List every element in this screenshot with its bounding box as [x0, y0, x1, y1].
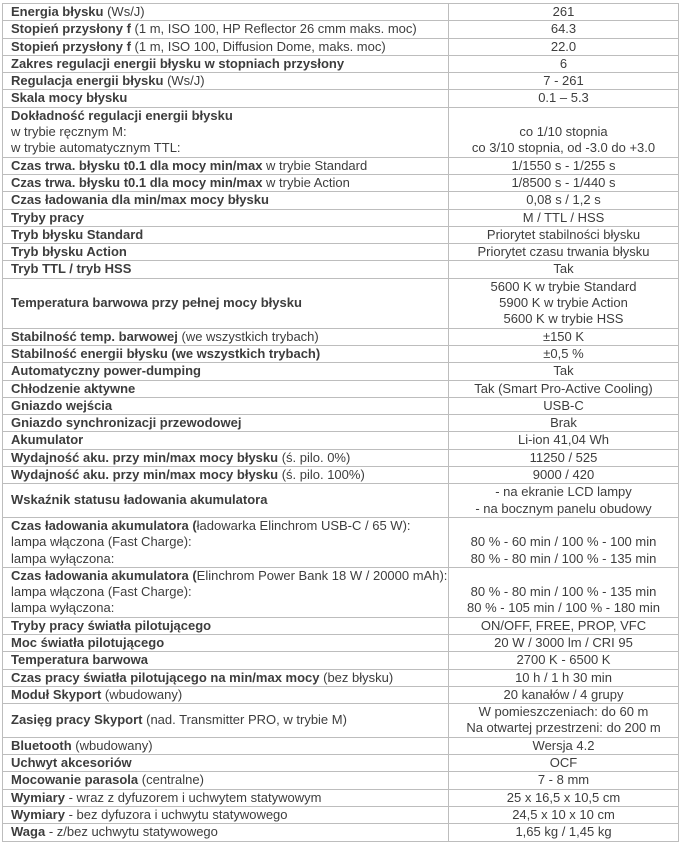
spec-value: [449, 806, 679, 823]
spec-label-line: Czas ładowania dla min/max mocy błysku: [11, 192, 269, 208]
spec-value-line: 5900 K w trybie Action: [499, 295, 628, 311]
spec-label-line: Tryby pracy światła pilotującego: [11, 617, 212, 633]
spec-label-line: Regulacja energii błysku (Ws/J): [11, 73, 205, 89]
spec-label: [3, 789, 449, 806]
spec-row: [3, 244, 679, 261]
spec-value: [449, 824, 679, 841]
spec-value-line: 10 h / 1 h 30 min: [515, 669, 612, 685]
spec-label: [3, 278, 449, 328]
spec-label-line: Wskaźnik statusu ładowania akumulatora: [11, 492, 268, 508]
spec-row: [3, 772, 679, 789]
spec-value: [449, 789, 679, 806]
spec-row: [3, 261, 679, 278]
spec-value: [449, 449, 679, 466]
spec-label-line: Czas trwa. błysku t0.1 dla mocy min/max w trybie Action: [11, 174, 350, 190]
spec-label: [3, 380, 449, 397]
spec-value-line: 5600 K w trybie HSS: [503, 311, 624, 327]
spec-value-line: 7 - 8 mm: [537, 772, 590, 788]
spec-value-line: 1/1550 s - 1/255 s: [511, 157, 616, 173]
spec-label: [3, 484, 449, 518]
spec-row: [3, 328, 679, 345]
spec-value: [449, 192, 679, 209]
spec-value-line: Tak (Smart Pro-Active Cooling): [474, 380, 653, 396]
spec-row: [3, 567, 679, 617]
spec-label: [3, 567, 449, 617]
spec-label-line: Temperatura barwowa: [11, 652, 149, 668]
spec-value: [449, 415, 679, 432]
spec-value: [449, 209, 679, 226]
spec-label-line: Tryb TTL / tryb HSS: [11, 261, 132, 277]
spec-value: [449, 261, 679, 278]
spec-value: [449, 517, 679, 567]
spec-label: [3, 652, 449, 669]
spec-value-line: 1,65 kg / 1,45 kg: [515, 824, 612, 840]
spec-label-line: Stopień przysłony f (1 m, ISO 100, HP Reflector 26 cmm maks. moc): [11, 21, 417, 37]
spec-label: [3, 363, 449, 380]
spec-value-line: 7 - 261: [543, 73, 584, 89]
spec-value-line: Tak: [553, 261, 574, 277]
spec-value: [449, 107, 679, 157]
spec-table: [2, 3, 679, 842]
spec-label-line: Wymiary - wraz z dyfuzorem i uchwytem statywowym: [11, 789, 322, 805]
spec-value: [449, 21, 679, 38]
spec-value: [449, 704, 679, 738]
spec-row: [3, 38, 679, 55]
spec-label: [3, 21, 449, 38]
spec-value-line: 5600 K w trybie Standard: [490, 278, 637, 294]
spec-label: [3, 157, 449, 174]
spec-value: [449, 380, 679, 397]
spec-value-line: Wersja 4.2: [532, 737, 595, 753]
spec-value: [449, 772, 679, 789]
spec-value-line: 80 % - 80 min / 100 % - 135 min: [470, 550, 657, 566]
spec-label-line: Energia błysku (Ws/J): [11, 4, 145, 19]
spec-value: [449, 755, 679, 772]
spec-label: [3, 617, 449, 634]
spec-row: [3, 363, 679, 380]
spec-row: [3, 467, 679, 484]
spec-label-line: Bluetooth (wbudowany): [11, 737, 153, 753]
spec-label-line: Stabilność temp. barwowej (we wszystkich trybach): [11, 328, 319, 344]
spec-value-line: ON/OFF, FREE, PROP, VFC: [480, 617, 647, 633]
spec-value-line: Priorytet czasu trwania błysku: [477, 244, 650, 260]
spec-value-line: - na bocznym panelu obudowy: [475, 500, 652, 516]
spec-row: [3, 824, 679, 841]
spec-label: [3, 755, 449, 772]
spec-value: [449, 226, 679, 243]
spec-value: [449, 38, 679, 55]
spec-label-line: Zasięg pracy Skyport (nad. Transmitter PRO, w trybie M): [11, 712, 347, 728]
spec-row: [3, 686, 679, 703]
spec-label: [3, 38, 449, 55]
spec-value: [449, 157, 679, 174]
spec-row: [3, 449, 679, 466]
spec-value: [449, 363, 679, 380]
spec-value-line: 11250 / 525: [529, 449, 598, 465]
spec-label: [3, 806, 449, 823]
spec-label: [3, 824, 449, 841]
spec-label-line: Temperatura barwowa przy pełnej mocy błysku: [11, 295, 302, 311]
spec-label-line: Uchwyt akcesoriów: [11, 755, 132, 771]
spec-value: [449, 686, 679, 703]
spec-label: [3, 415, 449, 432]
spec-value-line: [449, 518, 678, 534]
spec-label-line: Czas pracy światła pilotującego na min/max mocy (bez błysku): [11, 669, 394, 685]
spec-value: [449, 567, 679, 617]
spec-row: [3, 90, 679, 107]
spec-label-line: Automatyczny power-dumping: [11, 363, 201, 379]
spec-row: [3, 669, 679, 686]
spec-value-line: [449, 568, 678, 584]
spec-value-line: ±150 K: [542, 328, 585, 344]
spec-label-line: lampa wyłączona:: [11, 600, 115, 616]
spec-label: [3, 467, 449, 484]
spec-row: [3, 806, 679, 823]
spec-value-line: USB-C: [543, 397, 584, 413]
spec-label-line: Tryby pracy: [11, 209, 84, 225]
spec-value-line: 9000 / 420: [532, 467, 595, 483]
spec-value: [449, 634, 679, 651]
spec-label-line: Chłodzenie aktywne: [11, 380, 136, 396]
spec-row: [3, 209, 679, 226]
spec-value-line: Priorytet stabilności błysku: [486, 226, 641, 242]
spec-label-line: w trybie ręcznym M:: [11, 124, 127, 140]
spec-value: [449, 467, 679, 484]
spec-label-line: Czas ładowania akumulatora (ładowarka Elinchrom USB-C / 65 W):: [11, 517, 411, 533]
spec-row: [3, 737, 679, 754]
spec-label: [3, 328, 449, 345]
spec-value-line: 80 % - 60 min / 100 % - 100 min: [470, 534, 657, 550]
spec-label: [3, 73, 449, 90]
spec-value-line: OCF: [549, 755, 578, 771]
spec-value-line: [449, 108, 678, 124]
spec-value-line: 24,5 x 10 x 10 cm: [512, 806, 615, 822]
spec-value: [449, 669, 679, 686]
spec-row: [3, 397, 679, 414]
spec-label-line: Wymiary - bez dyfuzora i uchwytu statywowego: [11, 806, 288, 822]
spec-value-line: Li-ion 41,04 Wh: [517, 432, 610, 448]
spec-label: [3, 669, 449, 686]
spec-value-line: ±0,5 %: [543, 345, 584, 361]
spec-value: [449, 73, 679, 90]
spec-row: [3, 21, 679, 38]
spec-value: [449, 244, 679, 261]
spec-label-line: w trybie automatycznym TTL:: [11, 140, 181, 156]
spec-label-line: Skala mocy błysku: [11, 90, 128, 106]
spec-table-body: [3, 4, 679, 842]
spec-value-line: 20 W / 3000 lm / CRI 95: [494, 634, 633, 650]
spec-value-line: 261: [552, 4, 575, 19]
spec-label-line: Gniazdo wejścia: [11, 397, 113, 413]
spec-label: [3, 55, 449, 72]
spec-label: [3, 397, 449, 414]
spec-label-line: Stabilność energii błysku (we wszystkich trybach): [11, 345, 321, 361]
spec-label-line: lampa włączona (Fast Charge):: [11, 534, 192, 550]
spec-value-line: W pomieszczeniach: do 60 m: [478, 704, 649, 720]
spec-value-line: 64.3: [550, 21, 577, 37]
spec-row: [3, 278, 679, 328]
spec-value-line: Tak: [553, 363, 574, 379]
spec-value-line: 6: [559, 55, 568, 71]
spec-label-line: Moc światła pilotującego: [11, 634, 165, 650]
spec-value-line: 80 % - 105 min / 100 % - 180 min: [467, 600, 660, 616]
spec-row: [3, 226, 679, 243]
spec-label-line: Dokładność regulacji energii błysku: [11, 107, 233, 123]
spec-value-line: - na ekranie LCD lampy: [495, 484, 632, 500]
spec-value-line: 22.0: [550, 38, 577, 54]
spec-label-line: Zakres regulacji energii błysku w stopniach przysłony: [11, 55, 345, 71]
spec-value: [449, 617, 679, 634]
spec-value-line: 1/8500 s - 1/440 s: [511, 174, 616, 190]
spec-label-line: Tryb błysku Action: [11, 244, 127, 260]
spec-value-line: co 1/10 stopnia: [519, 124, 608, 140]
spec-row: [3, 704, 679, 738]
spec-label-line: lampa wyłączona:: [11, 550, 115, 566]
spec-label: [3, 261, 449, 278]
spec-value: [449, 652, 679, 669]
spec-label: [3, 686, 449, 703]
spec-value: [449, 174, 679, 191]
spec-row: [3, 73, 679, 90]
spec-value-line: M / TTL / HSS: [522, 209, 605, 225]
spec-value: [449, 432, 679, 449]
spec-row: [3, 415, 679, 432]
spec-value: [449, 278, 679, 328]
spec-label-line: Moduł Skyport (wbudowany): [11, 686, 183, 702]
spec-label: [3, 4, 449, 21]
spec-label: [3, 432, 449, 449]
spec-label: [3, 704, 449, 738]
spec-row: [3, 517, 679, 567]
spec-value: [449, 397, 679, 414]
spec-label-line: Mocowanie parasola (centralne): [11, 772, 204, 788]
spec-label: [3, 345, 449, 362]
spec-value: [449, 484, 679, 518]
spec-row: [3, 55, 679, 72]
spec-label: [3, 90, 449, 107]
spec-label-line: Wydajność aku. przy min/max mocy błysku (ś. pilo. 0%): [11, 449, 351, 465]
spec-row: [3, 789, 679, 806]
spec-label: [3, 209, 449, 226]
spec-label: [3, 244, 449, 261]
spec-value: [449, 345, 679, 362]
spec-row: [3, 755, 679, 772]
spec-value-line: Na otwartej przestrzeni: do 200 m: [466, 720, 661, 736]
spec-row: [3, 174, 679, 191]
spec-label-line: Waga - z/bez uchwytu statywowego: [11, 824, 218, 840]
spec-value: [449, 328, 679, 345]
spec-label: [3, 192, 449, 209]
spec-label-line: Czas trwa. błysku t0.1 dla mocy min/max w trybie Standard: [11, 157, 368, 173]
spec-label-line: Stopień przysłony f (1 m, ISO 100, Diffusion Dome, maks. moc): [11, 38, 386, 54]
spec-row: [3, 107, 679, 157]
spec-row: [3, 157, 679, 174]
spec-label: [3, 107, 449, 157]
spec-row: [3, 652, 679, 669]
spec-label: [3, 226, 449, 243]
spec-row: [3, 432, 679, 449]
spec-label-line: Tryb błysku Standard: [11, 226, 144, 242]
spec-value: [449, 55, 679, 72]
spec-row: [3, 192, 679, 209]
spec-label: [3, 174, 449, 191]
spec-value-line: 25 x 16,5 x 10,5 cm: [506, 789, 621, 805]
spec-label: [3, 517, 449, 567]
spec-value-line: 20 kanałów / 4 grupy: [503, 686, 624, 702]
spec-value: [449, 4, 679, 21]
spec-value-line: 2700 K - 6500 K: [516, 652, 611, 668]
spec-label: [3, 772, 449, 789]
spec-row: [3, 4, 679, 21]
spec-label: [3, 634, 449, 651]
spec-label: [3, 449, 449, 466]
spec-label-line: Czas ładowania akumulatora (Elinchrom Power Bank 18 W / 20000 mAh):: [11, 567, 448, 583]
spec-row: [3, 634, 679, 651]
spec-row: [3, 345, 679, 362]
spec-value: [449, 90, 679, 107]
spec-label-line: lampa włączona (Fast Charge):: [11, 584, 192, 600]
spec-label-line: Wydajność aku. przy min/max mocy błysku (ś. pilo. 100%): [11, 467, 365, 483]
spec-row: [3, 380, 679, 397]
spec-value: [449, 737, 679, 754]
spec-label-line: Akumulator: [11, 432, 84, 448]
spec-row: [3, 617, 679, 634]
spec-value-line: Brak: [550, 415, 577, 431]
spec-label: [3, 737, 449, 754]
spec-value-line: 0.1 – 5.3: [538, 90, 589, 106]
spec-label-line: Gniazdo synchronizacji przewodowej: [11, 415, 242, 431]
spec-value-line: 0,08 s / 1,2 s: [526, 192, 601, 208]
spec-value-line: co 3/10 stopnia, od -3.0 do +3.0: [471, 140, 656, 156]
spec-value-line: 80 % - 80 min / 100 % - 135 min: [470, 584, 657, 600]
spec-row: [3, 484, 679, 518]
